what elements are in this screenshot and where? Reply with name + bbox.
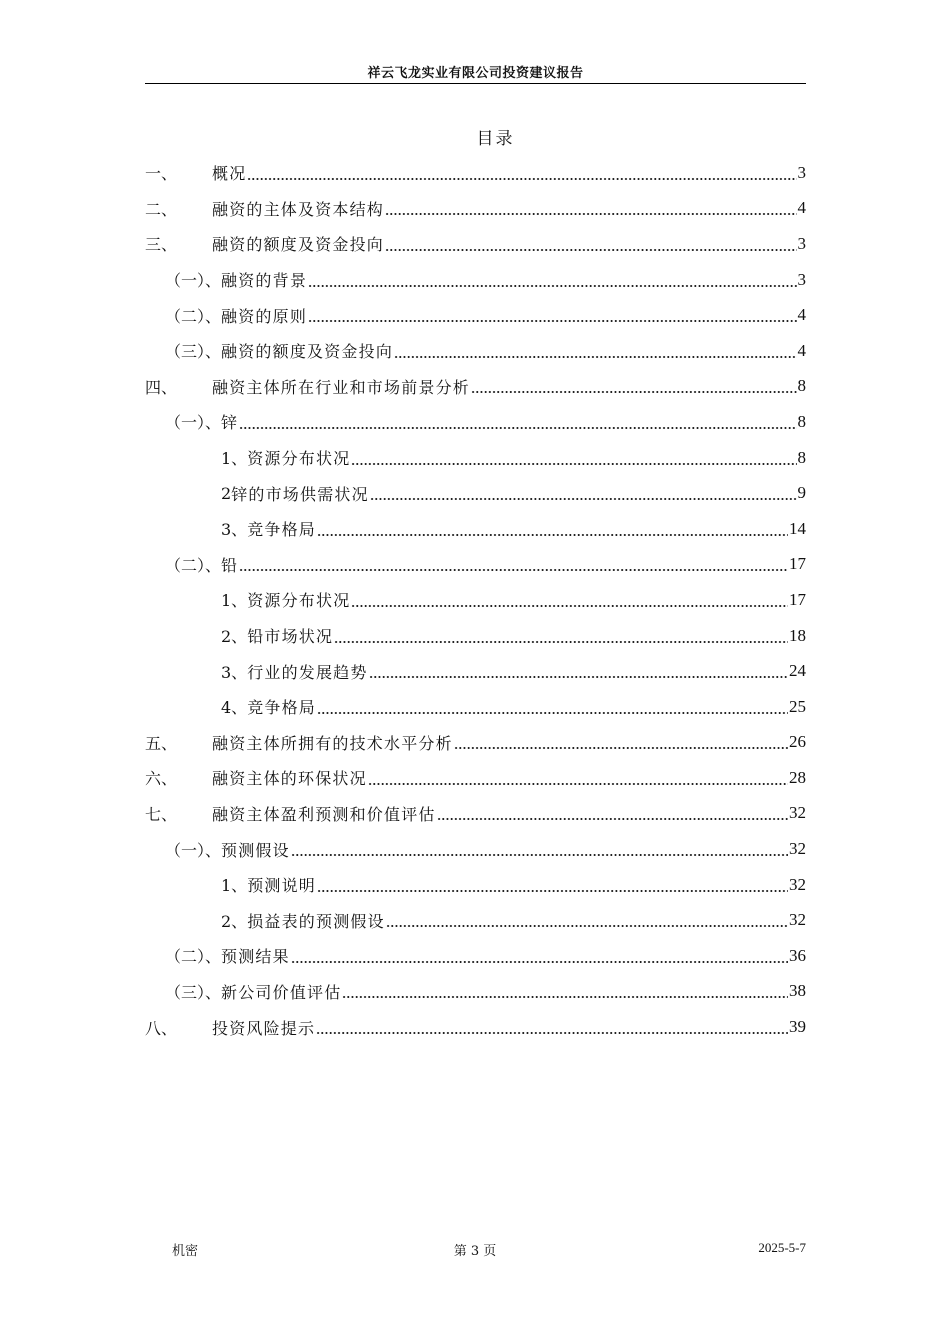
toc-dot-leader <box>394 343 796 359</box>
toc-entry-number: 四、 <box>145 377 178 397</box>
toc-entry-page: 32 <box>789 874 806 894</box>
toc-entry-number: （二）、 <box>165 947 222 967</box>
toc-entry[interactable] <box>145 974 806 1010</box>
toc-entry[interactable] <box>145 155 806 191</box>
toc-entry[interactable] <box>145 831 806 867</box>
toc-entry-number: （一）、 <box>165 840 222 860</box>
toc-entry[interactable] <box>145 475 806 511</box>
toc-entry[interactable] <box>145 547 806 583</box>
toc-entry-page: 32 <box>789 803 806 823</box>
toc-entry-page: 25 <box>789 696 806 716</box>
toc-entry-title: 融资的主体及资本结构 <box>212 199 385 219</box>
toc-entry-title: 融资主体所拥有的技术水平分析 <box>212 733 453 753</box>
toc-entry-number: 4、 <box>221 698 248 718</box>
toc-dot-leader <box>385 236 796 252</box>
toc-entry[interactable] <box>145 725 806 761</box>
toc-entry-number: 二、 <box>145 199 178 219</box>
toc-entry-page: 36 <box>789 945 806 965</box>
toc-entry-number: 六、 <box>145 769 178 789</box>
toc-entry-title: 资源分布状况 <box>247 449 351 469</box>
toc-entry-title: 竞争格局 <box>247 520 316 540</box>
toc-dot-leader <box>308 307 796 323</box>
toc-entry-page: 39 <box>789 1017 806 1037</box>
toc-entry-title: 融资的额度及资金投向 <box>212 235 385 255</box>
toc-entry-page: 8 <box>797 411 806 431</box>
toc-entry-number: （二）、 <box>165 306 222 326</box>
toc-entry-page: 24 <box>789 661 806 681</box>
toc-entry-number: 一、 <box>145 164 178 184</box>
table-of-contents <box>145 155 806 1045</box>
toc-entry-page: 26 <box>789 732 806 752</box>
toc-entry-number: 3、 <box>221 662 248 682</box>
toc-entry-number: 1、 <box>221 591 248 611</box>
toc-dot-leader <box>351 450 796 466</box>
toc-entry[interactable] <box>145 796 806 832</box>
toc-entry-number: 七、 <box>145 804 178 824</box>
toc-entry-number: 三、 <box>145 235 178 255</box>
toc-entry[interactable] <box>145 938 806 974</box>
toc-entry[interactable] <box>145 333 806 369</box>
toc-dot-leader <box>437 805 788 821</box>
toc-entry-page: 4 <box>797 198 806 218</box>
toc-entry-title: 融资的背景 <box>221 271 308 291</box>
toc-dot-leader <box>239 414 796 430</box>
toc-dot-leader <box>317 699 788 715</box>
toc-entry-title: 损益表的预测假设 <box>247 911 385 931</box>
toc-entry[interactable] <box>145 1009 806 1045</box>
toc-entry-page: 38 <box>789 981 806 1001</box>
toc-entry-number: 1、 <box>221 876 248 896</box>
toc-entry-page: 18 <box>789 625 806 645</box>
toc-dot-leader <box>316 1019 788 1035</box>
toc-entry-number: （三）、 <box>165 342 222 362</box>
toc-entry-page: 32 <box>789 910 806 930</box>
toc-entry-page: 14 <box>789 518 806 538</box>
toc-entry-title: 预测说明 <box>247 876 316 896</box>
toc-entry-title: 铅 <box>221 555 239 575</box>
toc-entry[interactable] <box>145 653 806 689</box>
toc-entry-number: 五、 <box>145 733 178 753</box>
toc-entry[interactable] <box>145 404 806 440</box>
toc-entry-page: 9 <box>797 483 806 503</box>
toc-entry-number: 2、 <box>221 911 248 931</box>
toc-entry-page: 4 <box>797 305 806 325</box>
header-divider <box>145 83 806 84</box>
toc-entry-number: （二）、 <box>165 555 222 575</box>
toc-entry[interactable] <box>145 760 806 796</box>
toc-entry-number: 3、 <box>221 520 248 540</box>
toc-entry-title: 铅市场状况 <box>247 627 334 647</box>
toc-dot-leader <box>386 912 788 928</box>
toc-dot-leader <box>291 841 788 857</box>
toc-entry-number: 2 <box>221 483 232 503</box>
toc-dot-leader <box>247 165 796 181</box>
toc-entry-number: 八、 <box>145 1018 178 1038</box>
toc-entry[interactable] <box>145 369 806 405</box>
toc-entry-title: 预测结果 <box>221 947 290 967</box>
footer-confidential: 机密 <box>172 1244 199 1259</box>
toc-entry-title: 融资主体盈利预测和价值评估 <box>212 804 436 824</box>
toc-dot-leader <box>317 877 788 893</box>
toc-dot-leader <box>342 983 788 999</box>
toc-entry-page: 8 <box>797 447 806 467</box>
toc-dot-leader <box>291 948 788 964</box>
toc-entry-number: （一）、 <box>165 413 222 433</box>
toc-entry-number: （一）、 <box>165 271 222 291</box>
toc-title: 目录 <box>476 129 515 149</box>
toc-entry-title: 融资的原则 <box>221 306 308 326</box>
toc-entry-page: 8 <box>797 376 806 396</box>
toc-entry-number: 1、 <box>221 449 248 469</box>
toc-entry-page: 3 <box>797 269 806 289</box>
toc-entry-title: 融资主体的环保状况 <box>212 769 367 789</box>
toc-entry-title: 资源分布状况 <box>247 591 351 611</box>
toc-dot-leader <box>369 663 788 679</box>
toc-dot-leader <box>317 521 788 537</box>
toc-dot-leader <box>308 272 796 288</box>
toc-entry-page: 32 <box>789 839 806 859</box>
footer-page-number: 第 3 页 <box>453 1244 497 1259</box>
toc-entry[interactable] <box>145 582 806 618</box>
toc-dot-leader <box>471 378 796 394</box>
toc-dot-leader <box>334 628 788 644</box>
toc-entry-title: 融资主体所在行业和市场前景分析 <box>212 377 471 397</box>
toc-entry-title: 竞争格局 <box>247 698 316 718</box>
toc-entry[interactable] <box>145 689 806 725</box>
toc-entry[interactable] <box>145 262 806 298</box>
toc-entry[interactable] <box>145 191 806 227</box>
toc-entry-title: 投资风险提示 <box>212 1018 316 1038</box>
toc-entry-title: 锌 <box>221 413 239 433</box>
toc-entry-title: 预测假设 <box>221 840 290 860</box>
toc-entry-page: 3 <box>797 162 806 182</box>
toc-dot-leader <box>454 734 788 750</box>
toc-entry[interactable] <box>145 867 806 903</box>
toc-entry-page: 17 <box>789 554 806 574</box>
toc-entry-title: 行业的发展趋势 <box>247 662 368 682</box>
toc-entry-number: （三）、 <box>165 982 222 1002</box>
toc-entry-number: 2、 <box>221 627 248 647</box>
toc-entry[interactable] <box>145 440 806 476</box>
toc-entry-title: 锌的市场供需状况 <box>231 484 369 504</box>
toc-entry[interactable] <box>145 226 806 262</box>
toc-entry-page: 3 <box>797 233 806 253</box>
toc-entry-page: 28 <box>789 767 806 787</box>
report-header-title: 祥云飞龙实业有限公司投资建议报告 <box>367 66 584 81</box>
toc-entry[interactable] <box>145 902 806 938</box>
toc-entry-title: 概况 <box>212 164 247 184</box>
toc-entry-title: 新公司价值评估 <box>221 982 342 1002</box>
toc-entry-title: 融资的额度及资金投向 <box>221 342 394 362</box>
toc-dot-leader <box>239 556 788 572</box>
toc-dot-leader <box>385 200 796 216</box>
toc-dot-leader <box>368 770 788 786</box>
footer-date: 2025-5-7 <box>758 1240 806 1255</box>
toc-entry-page: 17 <box>789 589 806 609</box>
toc-entry-page: 4 <box>797 340 806 360</box>
toc-entry[interactable] <box>145 511 806 547</box>
toc-dot-leader <box>351 592 788 608</box>
toc-entry[interactable] <box>145 297 806 333</box>
toc-entry[interactable] <box>145 618 806 654</box>
toc-dot-leader <box>370 485 797 501</box>
